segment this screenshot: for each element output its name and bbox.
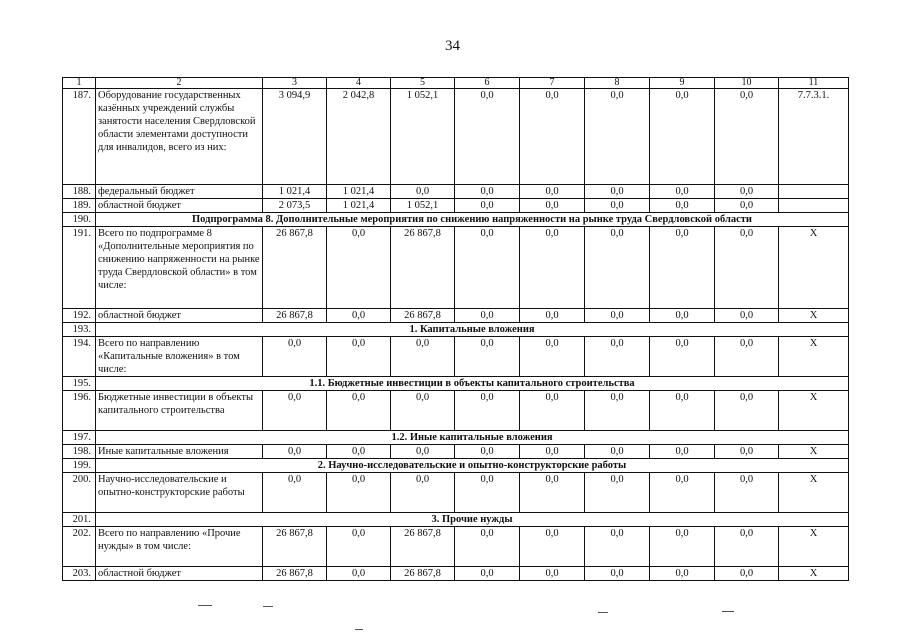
value-cell: 0,0 [650, 473, 715, 513]
item-name-cell: Всего по подпрограмме 8 «Дополнительные мероприятия по снижению напряженности на рынке труда Свердловской области» в том числе: [96, 227, 263, 309]
value-cell: 0,0 [585, 185, 650, 199]
value-cell: 0,0 [585, 89, 650, 185]
value-cell: 26 867,8 [263, 309, 327, 323]
column-number-cell: 3 [263, 78, 327, 89]
value-cell: 0,0 [263, 391, 327, 431]
table-row [63, 309, 849, 323]
value-cell: 0,0 [520, 185, 585, 199]
section-row [63, 459, 849, 473]
table-row [63, 567, 849, 581]
value-cell: 0,0 [585, 567, 650, 581]
row-number-cell: 193. [63, 323, 96, 337]
section-title-cell: Подпрограмма 8. Дополнительные мероприятия по снижению напряженности на рынке труда Свердловской области [96, 213, 849, 227]
value-cell: 0,0 [455, 337, 520, 377]
value-cell: 26 867,8 [391, 527, 455, 567]
value-cell: 0,0 [650, 227, 715, 309]
value-cell: 26 867,8 [391, 567, 455, 581]
value-cell: 3 094,9 [263, 89, 327, 185]
item-name-cell: областной бюджет [96, 199, 263, 213]
value-cell: 0,0 [585, 391, 650, 431]
item-name-cell: Всего по направлению «Прочие нужды» в том числе: [96, 527, 263, 567]
table-row [63, 527, 849, 567]
scan-mark [355, 629, 363, 630]
value-cell: 0,0 [715, 309, 779, 323]
column-number-cell: 5 [391, 78, 455, 89]
value-cell: 0,0 [650, 567, 715, 581]
value-cell: 0,0 [520, 337, 585, 377]
value-cell: 0,0 [455, 473, 520, 513]
value-cell: 0,0 [715, 199, 779, 213]
value-cell: 0,0 [263, 337, 327, 377]
value-cell: 0,0 [585, 337, 650, 377]
value-cell: 0,0 [715, 185, 779, 199]
value-cell: 0,0 [650, 309, 715, 323]
value-cell: 1 021,4 [327, 185, 391, 199]
value-cell: 0,0 [650, 445, 715, 459]
value-cell: 0,0 [455, 391, 520, 431]
value-cell: 0,0 [455, 199, 520, 213]
table-row [63, 89, 849, 185]
value-cell: 0,0 [585, 199, 650, 213]
item-name-cell: областной бюджет [96, 567, 263, 581]
section-row [63, 213, 849, 227]
row-number-cell: 188. [63, 185, 96, 199]
value-cell: Х [779, 567, 849, 581]
value-cell: 0,0 [520, 309, 585, 323]
value-cell: 0,0 [327, 227, 391, 309]
item-name-cell: областной бюджет [96, 309, 263, 323]
value-cell: 0,0 [715, 227, 779, 309]
value-cell: 26 867,8 [263, 567, 327, 581]
item-name-cell: Научно-исследовательские и опытно-конструкторские работы [96, 473, 263, 513]
table-row [63, 199, 849, 213]
value-cell: 0,0 [327, 309, 391, 323]
value-cell [779, 199, 849, 213]
value-cell: Х [779, 445, 849, 459]
value-cell: 0,0 [391, 391, 455, 431]
value-cell: 0,0 [715, 527, 779, 567]
value-cell: 0,0 [715, 89, 779, 185]
row-number-cell: 197. [63, 431, 96, 445]
row-number-cell: 195. [63, 377, 96, 391]
row-number-cell: 199. [63, 459, 96, 473]
value-cell: 1 052,1 [391, 199, 455, 213]
row-number-cell: 198. [63, 445, 96, 459]
row-number-cell: 202. [63, 527, 96, 567]
value-cell: 0,0 [455, 445, 520, 459]
value-cell: 26 867,8 [263, 527, 327, 567]
value-cell: 0,0 [391, 337, 455, 377]
section-title-cell: 1. Капитальные вложения [96, 323, 849, 337]
value-cell: 0,0 [650, 185, 715, 199]
value-cell: 2 073,5 [263, 199, 327, 213]
section-title-cell: 2. Научно-исследовательские и опытно-конструкторские работы [96, 459, 849, 473]
value-cell: 2 042,8 [327, 89, 391, 185]
value-cell: 0,0 [520, 199, 585, 213]
table-row [63, 391, 849, 431]
page-number: 34 [445, 38, 460, 54]
section-title-cell: 3. Прочие нужды [96, 513, 849, 527]
table-header-row [63, 78, 849, 89]
scan-mark [598, 612, 608, 613]
value-cell: Х [779, 227, 849, 309]
scan-mark [722, 611, 734, 612]
value-cell: Х [779, 527, 849, 567]
value-cell: 0,0 [455, 185, 520, 199]
value-cell: 0,0 [327, 391, 391, 431]
value-cell: 0,0 [263, 473, 327, 513]
value-cell: 0,0 [327, 527, 391, 567]
value-cell: 0,0 [650, 527, 715, 567]
budget-table [62, 77, 849, 581]
row-number-cell: 196. [63, 391, 96, 431]
value-cell: 26 867,8 [391, 309, 455, 323]
value-cell: 0,0 [391, 473, 455, 513]
value-cell: 0,0 [715, 473, 779, 513]
value-cell: Х [779, 309, 849, 323]
value-cell: 0,0 [520, 567, 585, 581]
column-number-cell: 1 [63, 78, 96, 89]
section-row [63, 431, 849, 445]
value-cell: 0,0 [327, 337, 391, 377]
row-number-cell: 191. [63, 227, 96, 309]
value-cell: 0,0 [715, 567, 779, 581]
value-cell: 0,0 [520, 473, 585, 513]
value-cell: 0,0 [585, 309, 650, 323]
row-number-cell: 190. [63, 213, 96, 227]
value-cell: 0,0 [520, 527, 585, 567]
value-cell: 1 052,1 [391, 89, 455, 185]
column-number-cell: 8 [585, 78, 650, 89]
scan-mark [263, 606, 273, 607]
item-name-cell: Всего по направлению «Капитальные вложения» в том числе: [96, 337, 263, 377]
table-row [63, 473, 849, 513]
item-name-cell: Иные капитальные вложения [96, 445, 263, 459]
value-cell: 0,0 [327, 473, 391, 513]
section-row [63, 513, 849, 527]
row-number-cell: 201. [63, 513, 96, 527]
value-cell: 0,0 [327, 445, 391, 459]
item-name-cell: федеральный бюджет [96, 185, 263, 199]
value-cell: 0,0 [520, 391, 585, 431]
value-cell: 0,0 [650, 89, 715, 185]
value-cell: 0,0 [455, 89, 520, 185]
value-cell: 26 867,8 [263, 227, 327, 309]
table-row [63, 445, 849, 459]
value-cell: 0,0 [650, 391, 715, 431]
column-number-cell: 4 [327, 78, 391, 89]
value-cell: 0,0 [391, 445, 455, 459]
value-cell: 0,0 [455, 309, 520, 323]
column-number-cell: 11 [779, 78, 849, 89]
table-row [63, 185, 849, 199]
column-number-cell: 2 [96, 78, 263, 89]
value-cell: 0,0 [391, 185, 455, 199]
value-cell: 0,0 [520, 89, 585, 185]
item-name-cell: Бюджетные инвестиции в объекты капитального строительства [96, 391, 263, 431]
value-cell: Х [779, 337, 849, 377]
section-row [63, 377, 849, 391]
value-cell: 0,0 [455, 227, 520, 309]
value-cell: 0,0 [520, 445, 585, 459]
value-cell: 0,0 [650, 199, 715, 213]
value-cell: Х [779, 391, 849, 431]
value-cell: 0,0 [585, 473, 650, 513]
row-number-cell: 194. [63, 337, 96, 377]
column-number-cell: 7 [520, 78, 585, 89]
row-number-cell: 192. [63, 309, 96, 323]
table-row [63, 337, 849, 377]
value-cell: 0,0 [715, 445, 779, 459]
column-number-cell: 10 [715, 78, 779, 89]
value-cell: 0,0 [650, 337, 715, 377]
value-cell: 0,0 [520, 227, 585, 309]
row-number-cell: 200. [63, 473, 96, 513]
section-row [63, 323, 849, 337]
value-cell: 1 021,4 [263, 185, 327, 199]
row-number-cell: 203. [63, 567, 96, 581]
section-title-cell: 1.1. Бюджетные инвестиции в объекты капитального строительства [96, 377, 849, 391]
item-name-cell: Оборудование государственных казённых учреждений службы занятости населения Свердловской области элементами доступности для инвалидов, всего из них: [96, 89, 263, 185]
value-cell: 1 021,4 [327, 199, 391, 213]
value-cell: 7.7.3.1. [779, 89, 849, 185]
table-row [63, 227, 849, 309]
section-title-cell: 1.2. Иные капитальные вложения [96, 431, 849, 445]
row-number-cell: 187. [63, 89, 96, 185]
value-cell: 0,0 [715, 337, 779, 377]
value-cell: 0,0 [585, 445, 650, 459]
value-cell: 0,0 [263, 445, 327, 459]
value-cell [779, 185, 849, 199]
row-number-cell: 189. [63, 199, 96, 213]
value-cell: 0,0 [715, 391, 779, 431]
value-cell: Х [779, 473, 849, 513]
value-cell: 0,0 [327, 567, 391, 581]
column-number-cell: 6 [455, 78, 520, 89]
value-cell: 0,0 [585, 527, 650, 567]
scan-mark [198, 605, 212, 606]
value-cell: 26 867,8 [391, 227, 455, 309]
value-cell: 0,0 [455, 527, 520, 567]
column-number-cell: 9 [650, 78, 715, 89]
value-cell: 0,0 [585, 227, 650, 309]
value-cell: 0,0 [455, 567, 520, 581]
